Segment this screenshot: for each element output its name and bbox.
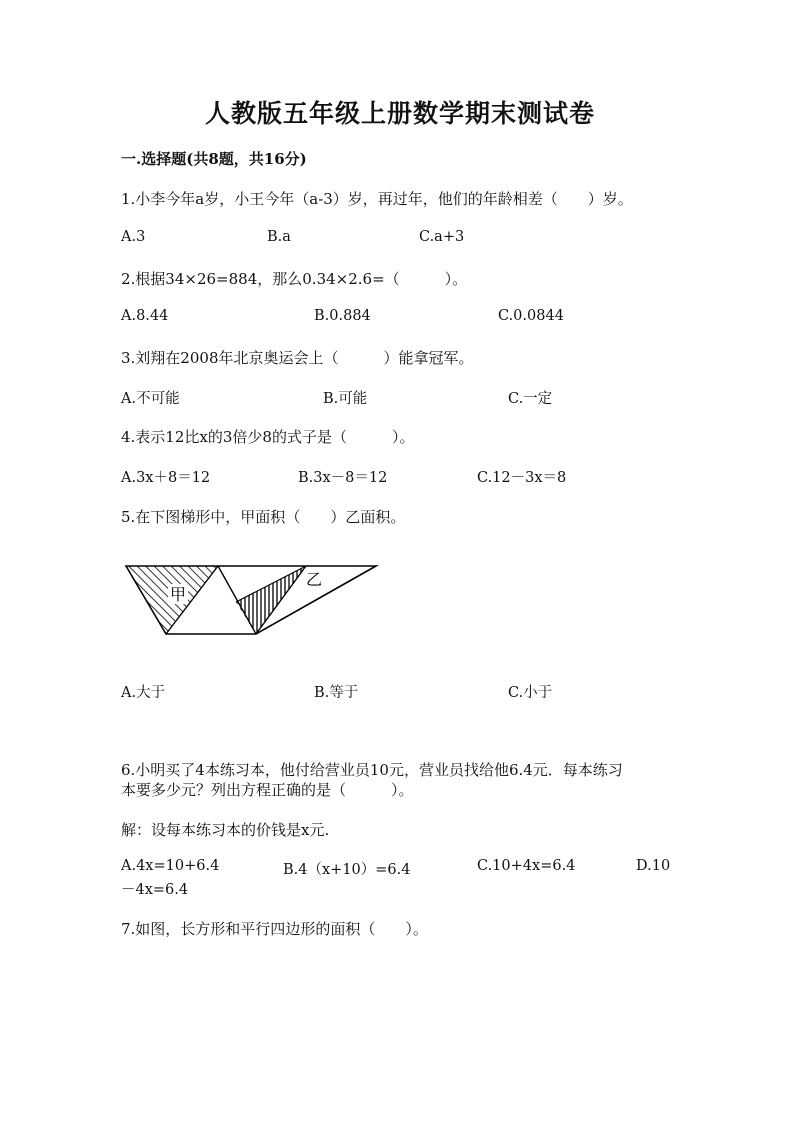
label-yi: 乙 <box>305 570 323 589</box>
trapezoid-figure <box>124 562 384 642</box>
q6-option-d-continued: －4x=6.4 <box>121 882 189 898</box>
q5-option-a[interactable]: A.大于 <box>121 685 166 701</box>
q1-option-a[interactable]: A.3 <box>121 229 146 245</box>
q1-option-c[interactable]: C.a+3 <box>419 229 465 245</box>
question-6-line-2: 本要多少元？列出方程正确的是（ ）。 <box>121 781 414 799</box>
question-3: 3.刘翔在2008年北京奥运会上（ ）能拿冠军。 <box>121 349 474 367</box>
q6-option-a[interactable]: A.4x=10+6.4 <box>121 858 220 874</box>
q5-option-b[interactable]: B.等于 <box>314 685 359 701</box>
q4-option-b[interactable]: B.3x－8＝12 <box>298 470 388 486</box>
region-yi <box>236 566 306 634</box>
q6-option-c[interactable]: C.10+4x=6.4 <box>477 858 576 874</box>
label-jia: 甲 <box>169 585 187 604</box>
question-4: 4.表示12比x的3倍少8的式子是（ ）。 <box>121 428 415 446</box>
q4-option-c[interactable]: C.12－3x＝8 <box>477 470 567 486</box>
question-5: 5.在下图梯形中，甲面积（ ）乙面积。 <box>121 508 406 526</box>
q6-option-b[interactable]: B.4（x+10）=6.4 <box>283 862 411 878</box>
page-title: 人教版五年级上册数学期末测试卷 <box>204 99 595 128</box>
question-7: 7.如图，长方形和平行四边形的面积（ ）。 <box>121 920 428 938</box>
question-6-line-1: 6.小明买了4本练习本，他付给营业员10元，营业员找给他6.4元．每本练习 <box>121 761 623 779</box>
q6-option-d[interactable]: D.10 <box>636 858 671 874</box>
q2-option-b[interactable]: B.0.884 <box>314 308 371 324</box>
section-heading: 一.选择题(共8题，共16分) <box>121 150 307 168</box>
q2-option-c[interactable]: C.0.0844 <box>498 308 564 324</box>
q3-option-c[interactable]: C.一定 <box>508 391 553 407</box>
question-1: 1.小李今年a岁，小王今年（a-3）岁，再过年，他们的年龄相差（ ）岁。 <box>121 190 633 208</box>
q4-option-a[interactable]: A.3x＋8＝12 <box>121 470 211 486</box>
question-2: 2.根据34×26=884，那么0.34×2.6=（ ）。 <box>121 270 468 288</box>
q3-option-b[interactable]: B.可能 <box>323 391 368 407</box>
q5-option-c[interactable]: C.小于 <box>508 685 553 701</box>
q3-option-a[interactable]: A.不可能 <box>121 391 180 407</box>
q2-option-a[interactable]: A.8.44 <box>121 308 169 324</box>
q1-option-b[interactable]: B.a <box>267 229 291 245</box>
question-6-solve: 解：设每本练习本的价钱是x元. <box>121 821 330 839</box>
